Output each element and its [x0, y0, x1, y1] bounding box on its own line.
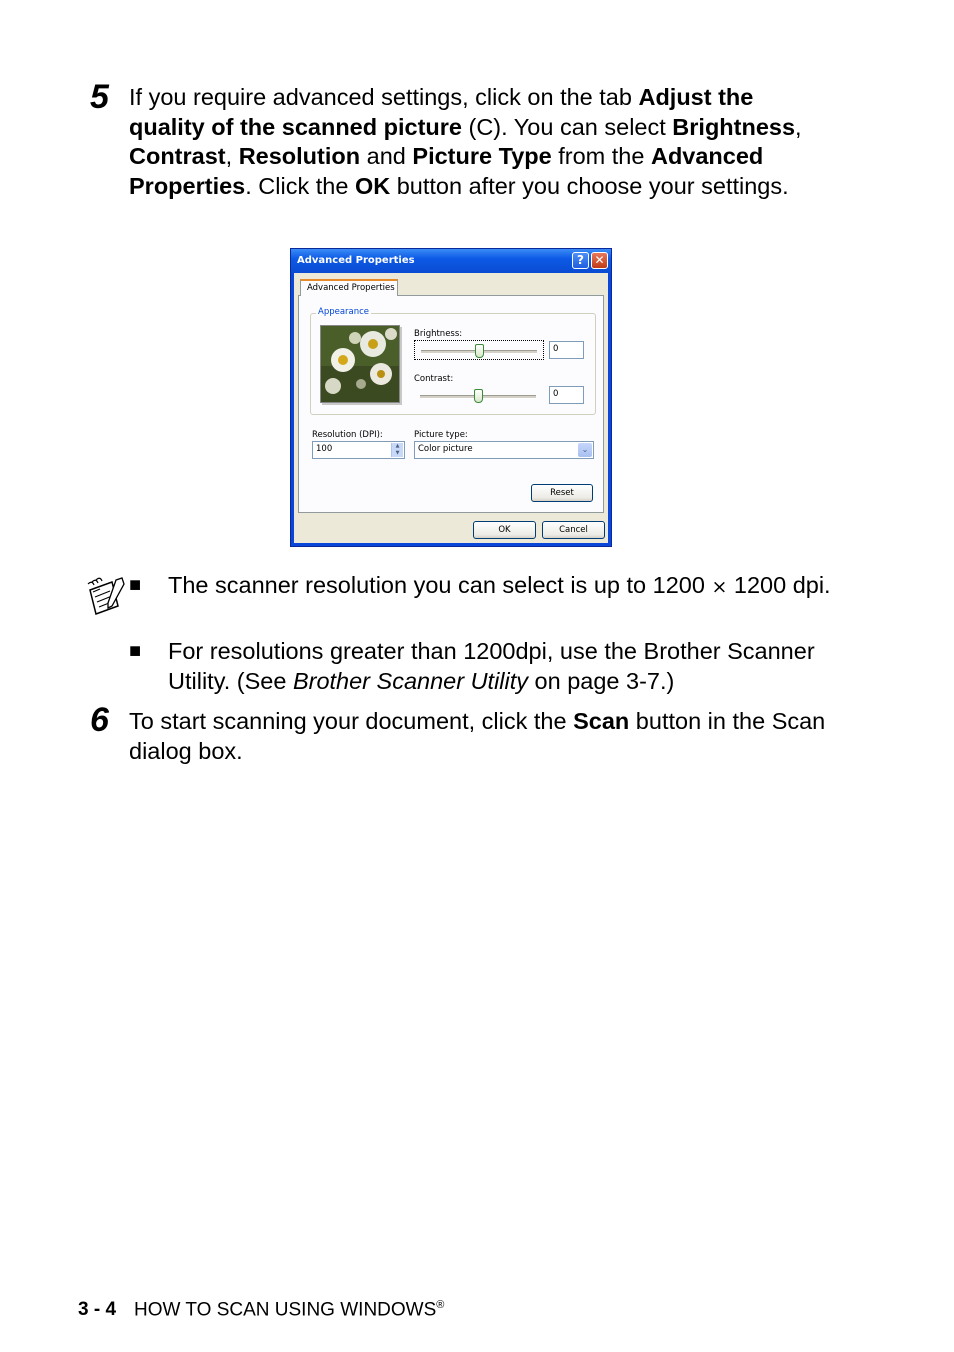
bold-run: Advanced Properties [129, 143, 764, 200]
close-icon: ✕ [594, 253, 605, 267]
italic-run: Brother Scanner Utility [292, 667, 529, 694]
registered-mark: ® [436, 1299, 445, 1311]
dialog-title: Advanced Properties [297, 255, 415, 266]
tab-advanced-properties[interactable]: Advanced Properties [300, 279, 398, 296]
footer-text: HOW TO SCAN USING WINDOWS [134, 1299, 437, 1321]
step-5-text [129, 83, 829, 202]
note-pad-icon [86, 576, 126, 616]
bold-run: Brightness [672, 113, 796, 140]
picture-type-label: Picture type: [414, 430, 468, 440]
brightness-slider-thumb[interactable] [475, 344, 484, 358]
step-number-6: 6 [90, 701, 109, 739]
note-1-text [168, 571, 848, 603]
text-run: button in the Scan dialog box. [129, 708, 826, 764]
resolution-label: Resolution (DPI): [312, 430, 383, 440]
text-run: (C). You can select [461, 113, 673, 140]
help-icon: ? [577, 253, 584, 267]
text-run: and [360, 143, 413, 170]
text-run: If you require advanced settings, click on the tab [129, 84, 639, 110]
text-run: , [795, 113, 802, 140]
text-run: For resolutions greater than 1200dpi, use the Brother Scanner Utility. (See [168, 638, 815, 694]
text-run: , [225, 143, 239, 170]
bold-run: OK [354, 173, 391, 200]
brightness-input[interactable]: 0 [549, 341, 584, 359]
bold-run: Picture Type [412, 143, 552, 170]
bullet-1: ■ [129, 574, 142, 596]
chevron-down-icon[interactable]: ⌄ [578, 443, 592, 457]
help-button[interactable] [572, 252, 589, 269]
page-footer [78, 1299, 444, 1321]
contrast-slider-thumb[interactable] [474, 389, 483, 403]
contrast-label: Contrast: [414, 374, 454, 384]
bold-run: Resolution [238, 143, 361, 170]
spin-up-icon: ▲ [395, 443, 400, 449]
advanced-properties-dialog [290, 248, 612, 547]
picture-type-select[interactable] [414, 441, 594, 459]
reset-button[interactable]: Reset [531, 484, 593, 502]
flower-picture [321, 326, 400, 403]
appearance-group-label: Appearance [318, 307, 370, 317]
cancel-button[interactable]: Cancel [542, 521, 605, 539]
step-number-5: 5 [90, 78, 109, 116]
step-6-text [129, 707, 829, 766]
bold-run: Contrast [129, 143, 226, 170]
spin-down-icon: ▼ [395, 450, 400, 456]
dialog-title-bar [291, 249, 611, 273]
text-run: button after you choose your settings. [390, 173, 789, 200]
contrast-slider[interactable] [414, 386, 544, 406]
resolution-input[interactable] [312, 441, 405, 459]
picture-type-value: Color picture [418, 444, 473, 454]
bold-run: Scan [573, 708, 630, 734]
bullet-2: ■ [129, 640, 142, 662]
text-run: To start scanning your document, click the [129, 708, 574, 734]
preview-image [320, 325, 400, 403]
ok-button[interactable]: OK [473, 521, 536, 539]
page-number: 3 - 4 [78, 1299, 117, 1321]
text-run: on page 3-7.) [528, 667, 675, 694]
text-run: The scanner resolution you can select is up to 1200 [168, 572, 712, 598]
brightness-label: Brightness: [414, 329, 463, 339]
times-symbol: × [711, 576, 728, 598]
bold-run: Adjust the quality of the scanned picture [129, 84, 754, 140]
close-button[interactable] [591, 252, 608, 269]
contrast-input[interactable]: 0 [549, 386, 584, 404]
resolution-spinner[interactable] [391, 443, 403, 457]
text-run: 1200 dpi. [727, 572, 831, 598]
brightness-slider[interactable] [414, 340, 544, 360]
resolution-value: 100 [316, 444, 333, 454]
text-run: from the [551, 143, 651, 170]
dialog-body [294, 273, 608, 543]
note-2-text [168, 637, 848, 696]
text-run: . Click the [245, 173, 355, 200]
